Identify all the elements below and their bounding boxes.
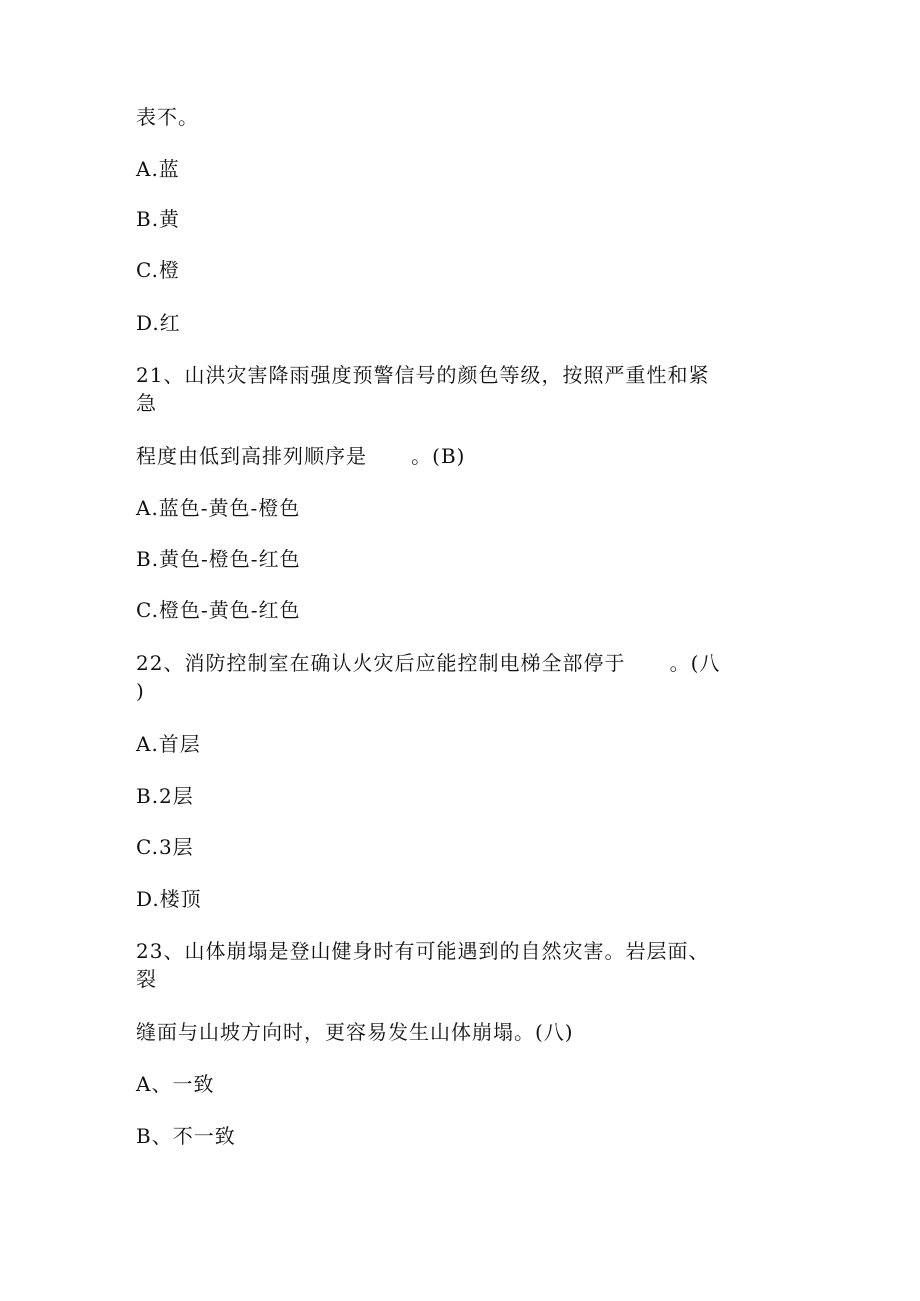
q22-option-a: A.首层	[136, 732, 201, 756]
question-23-line-3: 缝面与山坡方向时，更容易发生山体崩塌。(八)	[136, 1020, 574, 1044]
option-d: D.红	[136, 311, 181, 335]
question-21-line-2: 急	[136, 391, 157, 415]
q22-option-b: B.2层	[136, 784, 194, 808]
q23-option-b: B、不一致	[136, 1124, 236, 1148]
option-b: B.黄	[136, 207, 181, 231]
q22-option-d: D.楼顶	[136, 887, 202, 911]
q21-option-b: B.黄色-橙色-红色	[136, 547, 301, 571]
question-22-line-1: 22、消防控制室在确认火灾后应能控制电梯全部停于 。(八	[136, 651, 721, 675]
text-line-fragment: 表不。	[136, 105, 199, 129]
q22-option-c: C.3层	[136, 835, 194, 859]
question-23-line-2: 裂	[136, 967, 157, 991]
question-23-line-1: 23、山体崩塌是登山健身时有可能遇到的自然灾害。岩层面、	[136, 939, 710, 963]
option-c: C.橙	[136, 258, 180, 282]
question-21-line-1: 21、山洪灾害降雨强度预警信号的颜色等级，按照严重性和紧	[136, 363, 710, 387]
question-21-line-3: 程度由低到高排列顺序是 。(B)	[136, 444, 466, 468]
option-a: A.蓝	[136, 157, 180, 181]
question-22-line-2: )	[136, 679, 145, 703]
q21-option-a: A.蓝色-黄色-橙色	[136, 496, 301, 520]
q23-option-a: A、一致	[136, 1072, 215, 1096]
q21-option-c: C.橙色-黄色-红色	[136, 598, 301, 622]
